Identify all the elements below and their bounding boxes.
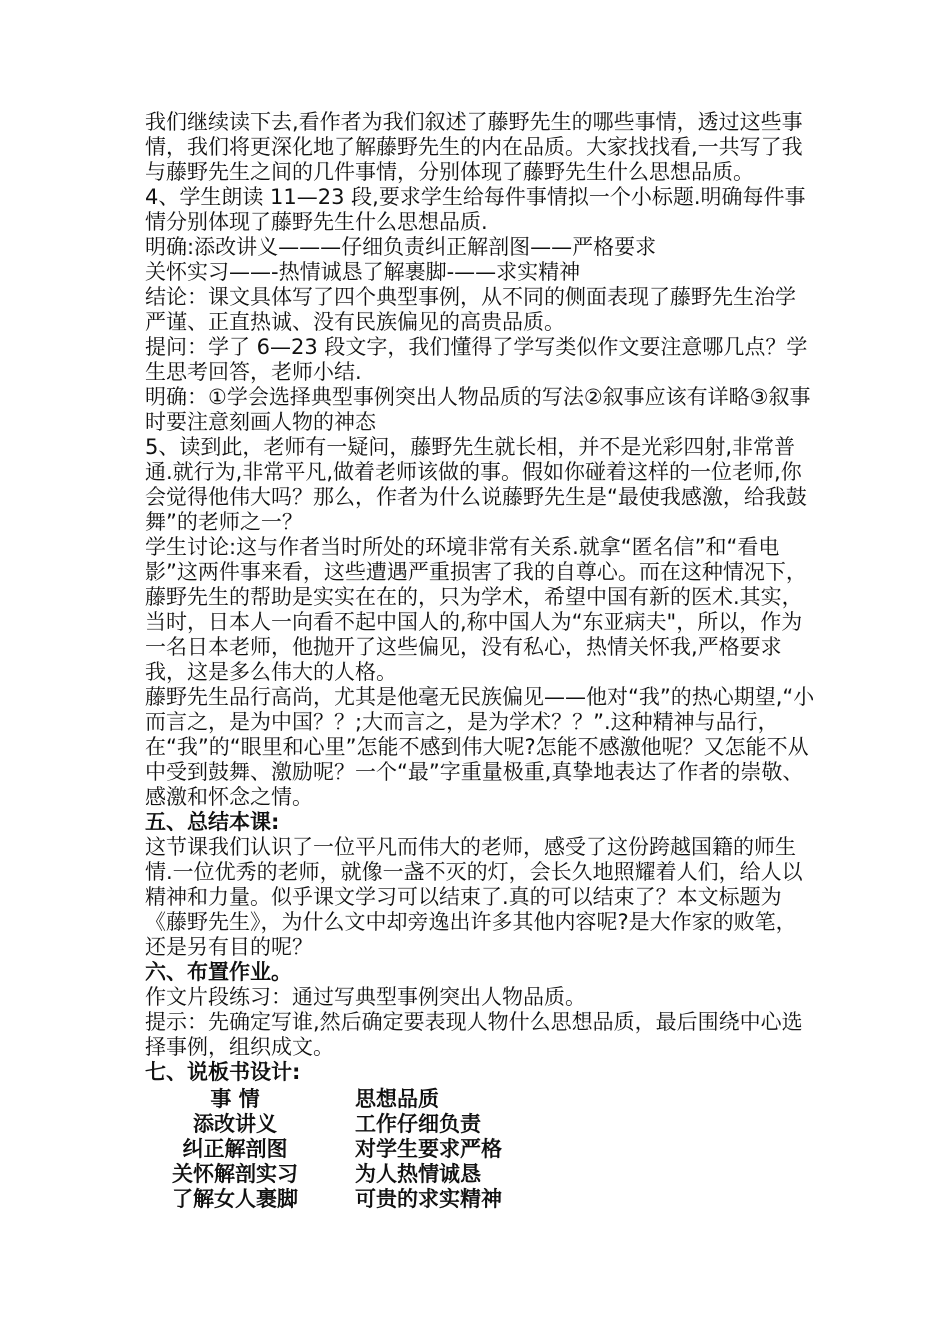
board-quality-cell: 对学生要求严格 xyxy=(355,1137,502,1161)
paragraph-homework-hint: 提示：先确定写谁,然后确定要表现人物什么思想品质，最后围绕中心选择事例，组织成文。 xyxy=(145,1010,803,1059)
paragraph-discussion: 学生讨论:这与作者当时所处的环境非常有关系.就拿“匿名信”和“看电影”这两件事来看，这些遭遇严重损害了我的自尊心。而在这种情况下，藤野先生的帮助是实实在在的，只为学术，希望中国有新的医术.其实，当时，日本人一向看不起中国人的,称中国人为“东亚病夫"，所以，作为一名日本老师，他抛开了这些偏见，没有私心，热情关怀我,严格要求我，这是多么伟大的人格。 xyxy=(145,535,807,684)
paragraph-step5: 5、读到此，老师有一疑问，藤野先生就长相，并不是光彩四射,非常普通.就行为,非常平凡,做着老师该做的事。假如你碰着这样的一位老师,你会觉得他伟大吗？那么，作者为什么说藤野先生是“最使我感激，给我鼓舞”的老师之一？ xyxy=(145,435,807,534)
board-event-cell: 了解女人裹脚 xyxy=(172,1187,298,1211)
paragraph-answer-1: 明确:添改讲义———仔细负责纠正解剖图——严格要求 xyxy=(145,235,657,259)
board-row xyxy=(145,1187,815,1212)
document-page xyxy=(145,110,815,1212)
paragraph-answer-2: 关怀实习——-热情诚恳了解裹脚-——求实精神 xyxy=(145,260,581,284)
board-quality-cell: 可贵的求实精神 xyxy=(355,1187,502,1211)
section-heading-homework: 六、布置作业。 xyxy=(145,960,292,984)
board-quality-cell: 思想品质 xyxy=(355,1087,439,1111)
board-row-header xyxy=(145,1087,815,1112)
board-event-cell: 纠正解剖图 xyxy=(182,1137,288,1161)
paragraph-question: 提问：学了 6—23 段文字，我们懂得了学写类似作文要注意哪几点？学生思考回答，老师小结. xyxy=(145,335,808,384)
board-row xyxy=(145,1162,815,1187)
board-design-table xyxy=(145,1087,815,1212)
paragraph-character: 藤野先生品行高尚，尤其是他毫无民族偏见——他对“我”的热心期望,“小而言之，是为中国？？;大而言之，是为学术？？”.这种精神与品行，在“我”的“眼里和心里”怎能不感到伟大呢?怎能不感激他呢？又怎能不从中受到鼓舞、激励呢？一个“最”字重量极重,真挚地表达了作者的崇敬、感激和怀念之情。 xyxy=(145,685,815,809)
paragraph-conclusion: 结论：课文具体写了四个典型事例，从不同的侧面表现了藤野先生治学严谨、正直热诚、没有民族偏见的高贵品质。 xyxy=(145,285,796,334)
board-row xyxy=(145,1137,815,1162)
board-event-cell: 关怀解剖实习 xyxy=(172,1162,298,1186)
board-quality-cell: 为人热情诚恳 xyxy=(355,1162,481,1186)
board-event-cell: 添改讲义 xyxy=(193,1112,277,1136)
paragraph-homework-exercise: 作文片段练习：通过写典型事例突出人物品质。 xyxy=(145,985,586,1009)
board-row xyxy=(145,1112,815,1137)
board-event-cell: 事 情 xyxy=(210,1087,260,1111)
board-quality-cell: 工作仔细负责 xyxy=(355,1112,481,1136)
paragraph-intro: 我们继续读下去,看作者为我们叙述了藤野先生的哪些事情，透过这些事情，我们将更深化地了解藤野先生的内在品质。大家找找看,一共写了我与藤野先生之间的几件事情，分别体现了藤野先生什么思想品质。 xyxy=(145,110,803,184)
section-heading-summary: 五、总结本课: xyxy=(145,810,280,834)
paragraph-summary: 这节课我们认识了一位平凡而伟大的老师，感受了这份跨越国籍的师生情.一位优秀的老师，就像一盏不灭的灯，会长久地照耀着人们，给人以精神和力量。似乎课文学习可以结束了.真的可以结束了？本文标题为《藤野先生》，为什么文中却旁逸出许多其他内容呢?是大作家的败笔，还是另有目的呢？ xyxy=(145,835,803,959)
paragraph-clarify: 明确：①学会选择典型事例突出人物品质的写法②叙事应该有详略③叙事时要注意刻画人物的神态 xyxy=(145,385,811,434)
section-heading-board: 七、说板书设计: xyxy=(145,1060,301,1084)
paragraph-step4: 4、学生朗读 11—23 段,要求学生给每件事情拟一个小标题.明确每件事情分别体现了藤野先生什么思想品质. xyxy=(145,185,806,234)
